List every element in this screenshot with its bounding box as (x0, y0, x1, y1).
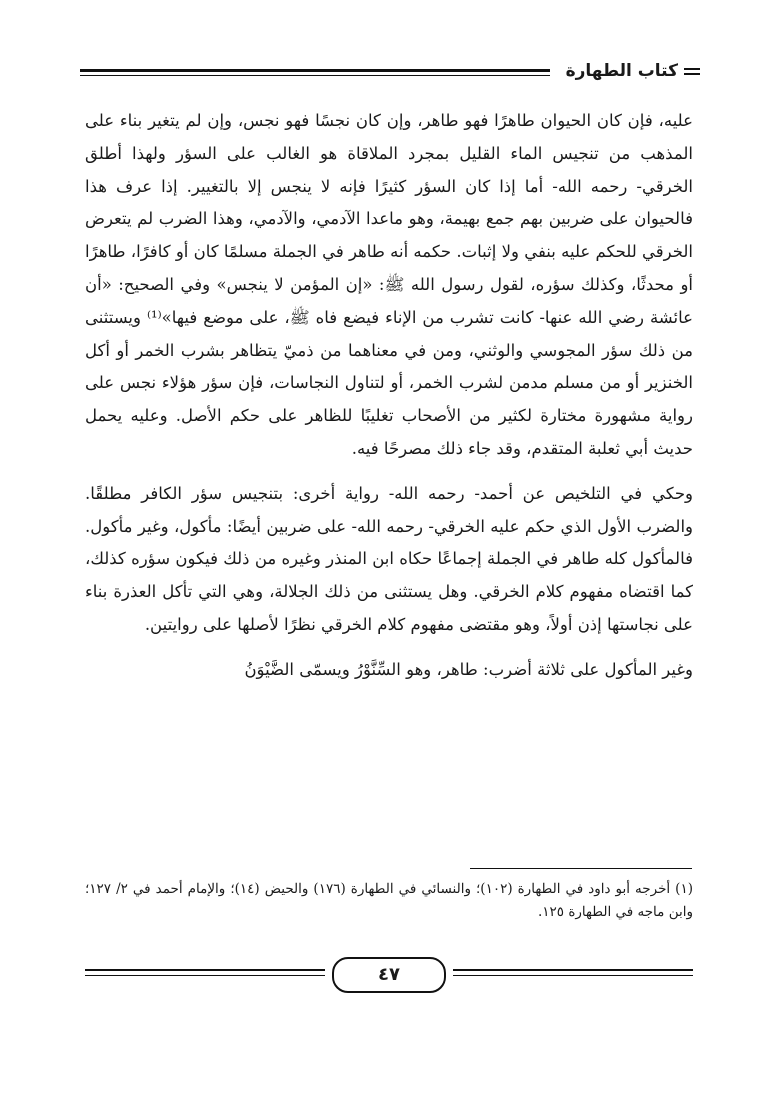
paragraph: وحكي في التلخيص عن أحمد- رحمه الله- رواية أخرى: بتنجيس سؤر الكافر مطلقًا. والضرب الأول الذي حكم عليه الخرقي- رحمه الله- على ضربين أيضًا: مأكول، وغير مأكول. فالمأكول كله طاهر في الجملة إجماعًا حكاه ابن المنذر وغيره من ذلك فيكون سؤره كذلك، كما اقتضاه مفهوم كلام الخرقي. وهل يستثنى من ذلك الجلالة، وهي التي تأكل العذرة بناء على نجاستها إذن أولاً، وهو مقتضى مفهوم كلام الخرقي نظرًا لأصلها على روايتين. (85, 483, 693, 634)
main-text (85, 105, 693, 687)
header-rule-thick (80, 69, 550, 72)
page-footer (85, 955, 693, 995)
footer-rule (453, 975, 693, 976)
paragraph: وغير المأكول على ثلاثة أضرب: طاهر، وهو السِّنَّوْرُ ويسمّى الضَّيْوَنُ (244, 659, 693, 679)
footnotes (85, 878, 693, 924)
chapter-title: كتاب الطهارة (565, 61, 678, 81)
paragraph: عليه، فإن كان الحيوان طاهرًا فهو طاهر، وإن كان نجسًا فهو نجس، وإن لم يتغير بناء على المذهب من تنجيس الماء القليل بمجرد الملاقاة هو الغالب على السؤر ولهذا أطلق الخرقي- رحمه الله- أما إذا كان السؤر كثيرًا فإنه لا ينجس إلا بالتغيير. إذا عرف هذا فالحيوان على ضربين بهم جمع بهيمة، وهو ماعدا الآدمي، والآدمي، وهذا الضرب لم يتعرض الخرقي للحكم عليه بنفي ولا إثبات. حكمه أنه طاهر في الجملة مسلمًا كان أو كافرًا، طاهرًا أو محدثًا، وكذلك سؤره، لقول رسول الله ﷺ: «إن المؤمن لا ينجس» وفي الصحيح: «أن عائشة رضي الله عنها- كانت تشرب من الإناء فيضع فاه ﷺ، على موضع فيها»⁽¹⁾ ويستثنى من ذلك سؤر المجوسي والوثني، ومن في معناهما من ذميّ يتظاهر بشرب الخمر أو أكل الخنزير أو من مسلم مدمن لشرب الخمر، أو لتناول النجاسات، فإن سؤر هؤلاء نجس على رواية مشهورة مختارة لكثير من الأصحاب تغليبًا للظاهر على حكم الأصل. وعليه يحمل حديث أبي ثعلبة المتقدم، وقد جاء ذلك مصرحًا فيه. (85, 111, 693, 458)
footer-rule (85, 975, 325, 976)
footer-rule (85, 969, 325, 971)
running-header (80, 60, 700, 90)
header-rule-thin (80, 75, 550, 76)
footnote-separator (470, 868, 692, 869)
page-number: ٤٧ (332, 957, 446, 993)
header-ornament (684, 68, 700, 78)
footnote: (١) أخرجه أبو داود في الطهارة (١٠٢)؛ والنسائي في الطهارة (١٧٦) والحيض (١٤)؛ والإمام أحمد في ٢/ ١٢٧؛ وابن ماجه في الطهارة ١٢٥. (85, 881, 693, 920)
footer-rule (453, 969, 693, 971)
